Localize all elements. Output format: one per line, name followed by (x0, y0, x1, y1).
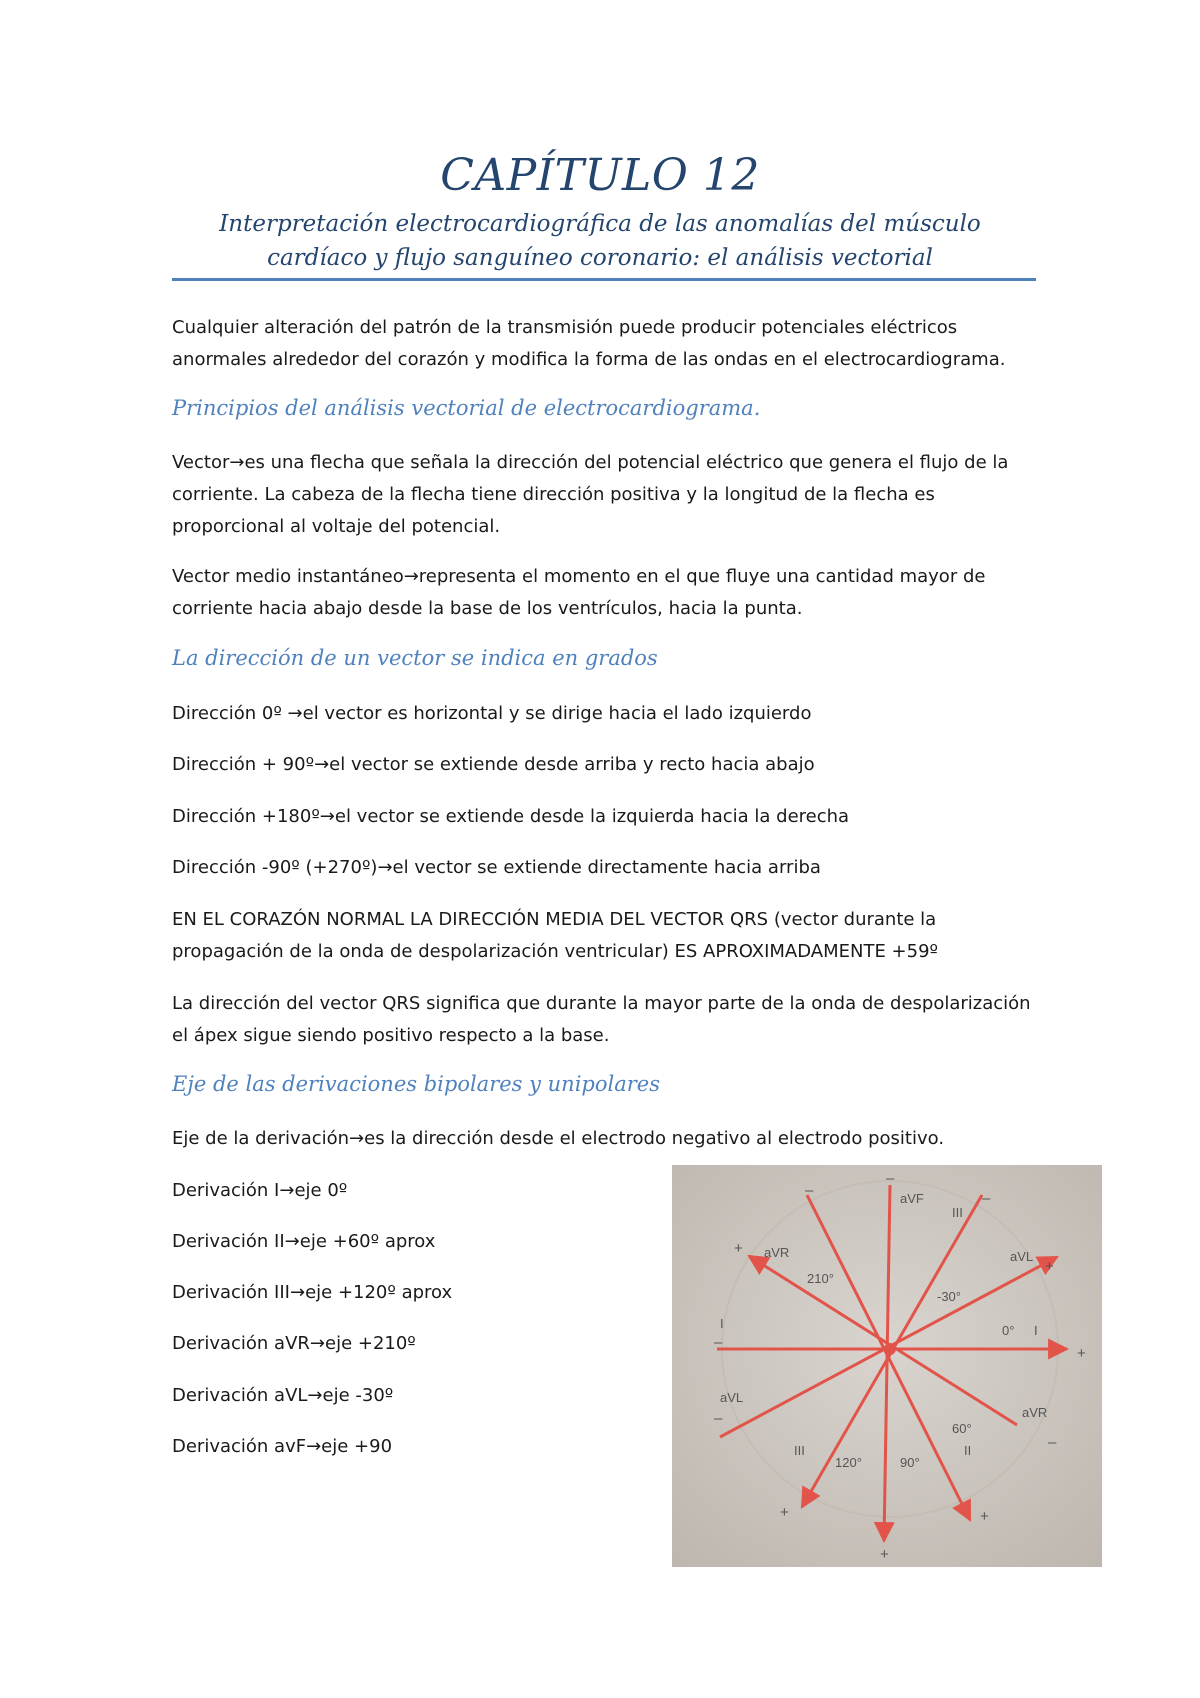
label-avf: aVF (900, 1191, 924, 1206)
plus-sign: + (980, 1508, 989, 1525)
label-i-right: I (1034, 1323, 1038, 1338)
text-line: Cualquier alteración del patrón de la transmisión puede producir potenciales eléctricos (172, 317, 958, 338)
axis-definition: Eje de la derivación→es la dirección desde el electrodo negativo al electrodo positivo. (172, 1128, 945, 1149)
section-heading-direccion: La dirección de un vector se indica en grados (172, 646, 658, 670)
chapter-title: CAPÍTULO 12 (440, 150, 760, 201)
text-line: proporcional al voltaje del potencial. (172, 516, 501, 537)
lead-item: Derivación I→eje 0º (172, 1180, 348, 1201)
label-60: 60° (952, 1421, 972, 1436)
minus-sign: – (805, 1182, 814, 1199)
minus-sign: – (714, 1334, 723, 1351)
vector-paragraph (172, 447, 1042, 543)
label-ii-bottom: II (964, 1443, 972, 1458)
text-line: Vector medio instantáneo→representa el momento en el que fluye una cantidad mayor de (172, 566, 986, 587)
lead-item: Derivación aVR→eje +210º (172, 1333, 416, 1354)
subtitle-line: cardíaco y flujo sanguíneo coronario: el análisis vectorial (267, 245, 933, 271)
text-line: corriente. La cabeza de la flecha tiene dirección positiva y la longitud de la flecha es (172, 484, 935, 505)
plus-sign: + (1045, 1258, 1054, 1275)
text-line: anormales alrededor del corazón y modifica la forma de las ondas en el electrocardiograma. (172, 349, 1006, 370)
direction-minus90-text: Dirección -90º (+270º)→el vector se extiende directamente hacia arriba (172, 857, 821, 878)
label-90: 90° (900, 1455, 920, 1470)
label-avl-top: aVL (1010, 1249, 1034, 1264)
apex-paragraph (172, 988, 1042, 1052)
label-avr-bottom: aVR (1022, 1405, 1048, 1420)
lead-item: Derivación avF→eje +90 (172, 1436, 393, 1457)
minus-sign: – (886, 1170, 895, 1187)
hexaxial-diagram (672, 1165, 1102, 1567)
minus-sign: – (982, 1190, 991, 1207)
section-heading-principios: Principios del análisis vectorial de electrocardiograma. (172, 396, 761, 420)
direction-0-text: Dirección 0º →el vector es horizontal y se dirige hacia el lado izquierdo (172, 703, 812, 724)
label-iii-top: III (952, 1205, 963, 1220)
direction-180-text: Dirección +180º→el vector se extiende desde la izquierda hacia la derecha (172, 806, 850, 827)
diagram-center (884, 1343, 896, 1355)
section-heading-eje: Eje de las derivaciones bipolares y unipolares (172, 1072, 660, 1096)
lead-item: Derivación II→eje +60º aprox (172, 1231, 436, 1252)
label-i-left: I (720, 1316, 724, 1331)
plus-sign: + (880, 1546, 889, 1563)
label-120: 120° (835, 1455, 862, 1470)
subtitle-line: Interpretación electrocardiográfica de las anomalías del músculo (219, 211, 981, 237)
label-minus30: -30° (937, 1289, 961, 1304)
text-line: propagación de la onda de despolarización ventricular) ES APROXIMADAMENTE +59º (172, 941, 939, 962)
plus-sign: + (780, 1504, 789, 1521)
label-avl-bottom: aVL (720, 1390, 744, 1405)
intro-paragraph (172, 312, 1042, 376)
plus-sign: + (734, 1240, 743, 1257)
direction-90-text: Dirección + 90º→el vector se extiende desde arriba y recto hacia abajo (172, 754, 815, 775)
qrs-paragraph (172, 904, 1042, 968)
label-avr-top: aVR (764, 1245, 790, 1260)
plus-sign: + (1077, 1345, 1086, 1362)
lead-item: Derivación III→eje +120º aprox (172, 1282, 453, 1303)
label-210: 210° (807, 1271, 834, 1286)
chapter-subtitle (172, 207, 1028, 275)
minus-sign: – (1048, 1434, 1057, 1451)
mean-vector-paragraph (172, 561, 1042, 625)
text-line: La dirección del vector QRS significa que durante la mayor parte de la onda de despolarización (172, 993, 1031, 1014)
text-line: Vector→es una flecha que señala la dirección del potencial eléctrico que genera el flujo de la (172, 452, 1009, 473)
text-line: corriente hacia abajo desde la base de los ventrículos, hacia la punta. (172, 598, 803, 619)
text-line: el ápex sigue siendo positivo respecto a la base. (172, 1025, 610, 1046)
hexaxial-diagram-photo (672, 1165, 1102, 1567)
text-line: EN EL CORAZÓN NORMAL LA DIRECCIÓN MEDIA DEL VECTOR QRS (vector durante la (172, 909, 937, 930)
minus-sign: – (714, 1410, 723, 1427)
label-iii-bottom: III (794, 1443, 805, 1458)
label-0: 0° (1002, 1323, 1015, 1338)
lead-item: Derivación aVL→eje -30º (172, 1385, 394, 1406)
title-divider (172, 278, 1036, 281)
